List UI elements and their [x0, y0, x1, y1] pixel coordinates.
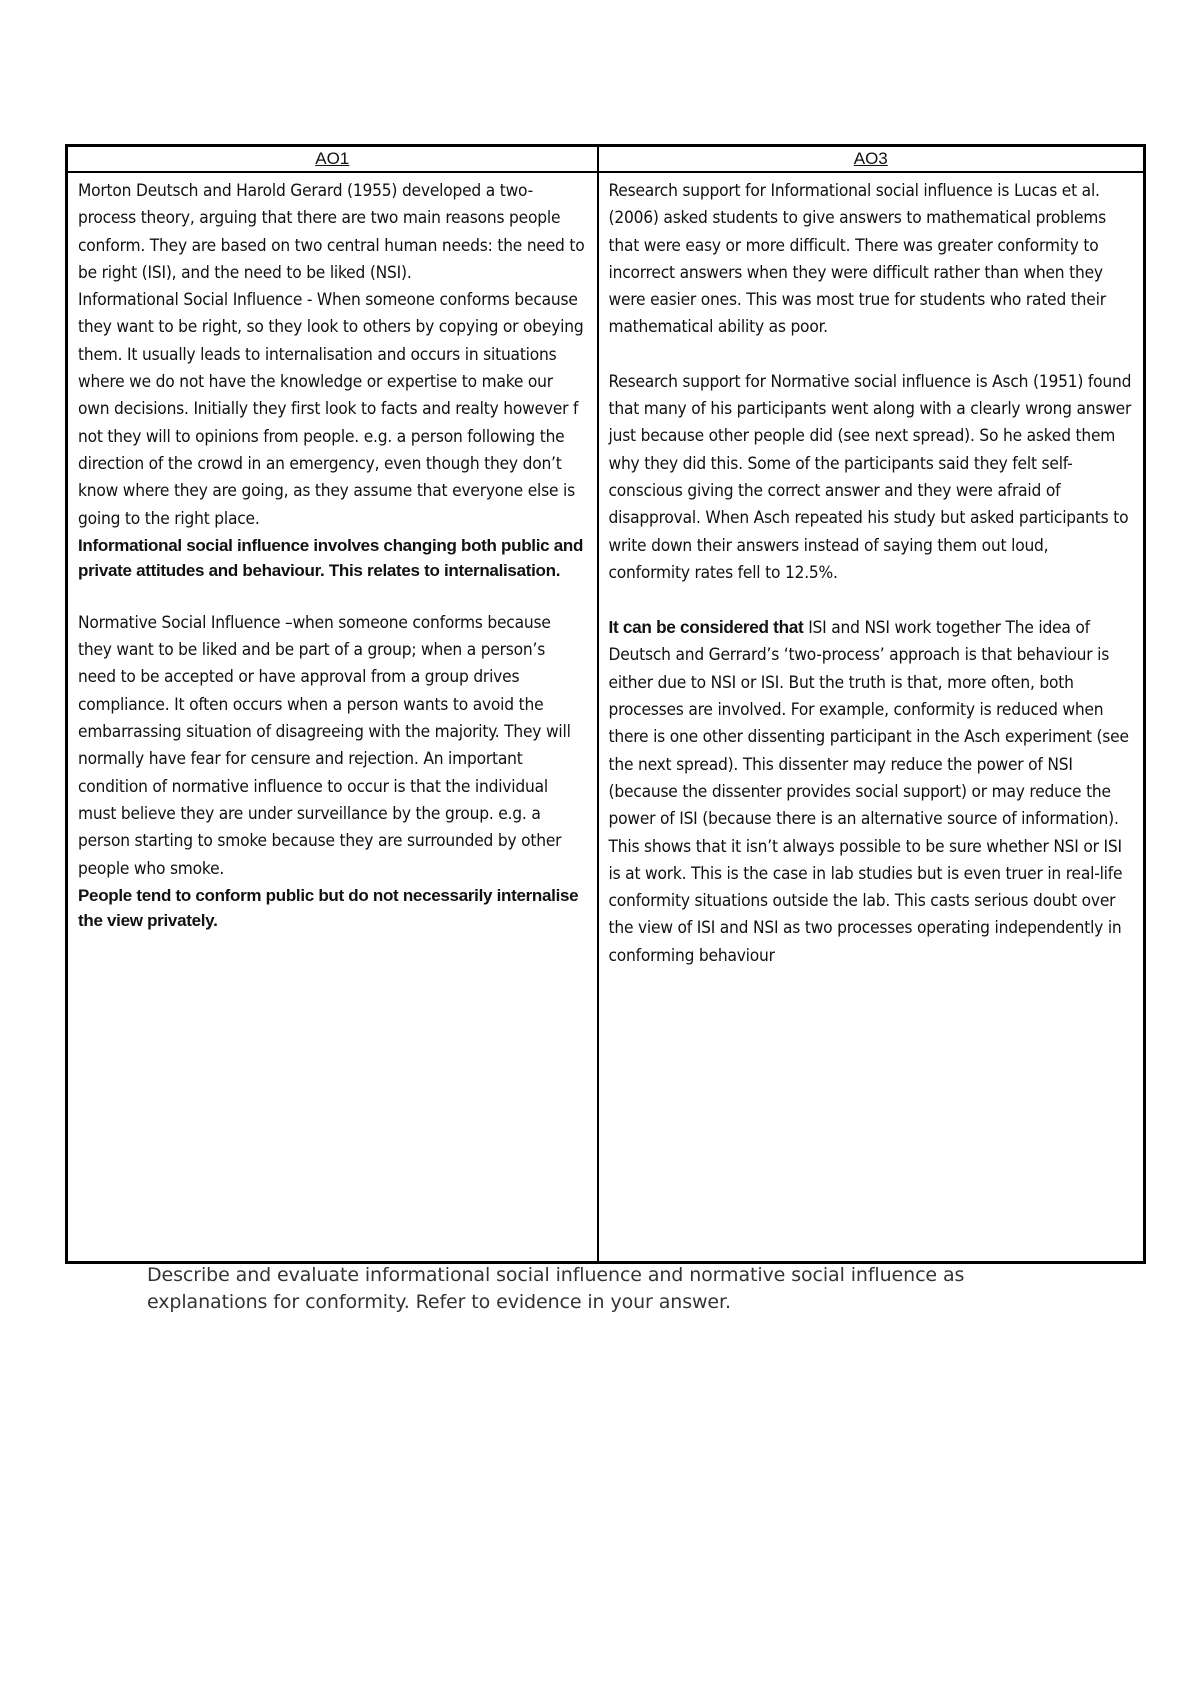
ao3-together-text: ISI and NSI work together The idea of Deutsch and Gerrard’s ‘two-process’ approach is that behaviour is either due to NSI or ISI. But the truth is that, more often, both processes are involved. For example, conformity is reduced when there is one other dissenting participant in the Asch experiment (see the next spread). This dissenter may reduce the power of NSI (because the dissenter provides social support) or may reduce the power of ISI (because there is an alternative source of information). This shows that it isn’t always possible to be sure whether NSI or ISI is at work. This is the case in lab studies but is even truer in real-life conformity situations outside the lab. This casts serious doubt over the view of ISI and NSI as two processes operating independently in conforming behaviour	[608, 618, 1129, 966]
ao3-together-paragraph	[609, 614, 1134, 970]
ao3-header: AO3	[598, 146, 1145, 173]
header-row	[67, 146, 1145, 173]
ao1-cell	[67, 172, 598, 1263]
ao1-isi-summary: Informational social influence involves changing both public and private attitudes and behaviour. This relates to internalisation.	[78, 535, 584, 580]
ao3-cell	[598, 172, 1145, 1263]
ao1-isi-paragraph: Informational Social Influence - When someone conforms because they want to be right, so they look to others by copying or obeying them. It usually leads to internalisation and occurs in situations where we do not have the knowledge or expertise to make our own decisions. Initially they first look to facts and realty however f not they will to opinions from people. e.g. a person following the direction of the crowd in an emergency, even though they don’t know where they are going, as they assume that everyone else is going to the right place.	[78, 290, 584, 529]
ao1-intro-paragraph: Morton Deutsch and Harold Gerard (1955) developed a two-process theory, arguing that there are two main reasons people conform. They are based on two central human needs: the need to be right (ISI), and the need to be liked (NSI).	[78, 181, 585, 283]
content-row	[67, 172, 1145, 1263]
ao3-isi-support-paragraph: Research support for Informational social influence is Lucas et al. (2006) asked students to give answers to mathematical problems that were easy or more difficult. There was greater conformity to incorrect answers when they were difficult rather than when they were easier ones. This was most true for students who rated their mathematical ability as poor.	[608, 181, 1106, 338]
ao1-nsi-summary: People tend to conform public but do not necessarily internalise the view privately.	[78, 885, 579, 930]
essay-question: Describe and evaluate informational social influence and normative social influence as explanations for conformity. Refer to evidence in your answer.	[147, 1264, 965, 1313]
ao-table	[65, 144, 1146, 1264]
ao3-together-lead: It can be considered that	[608, 617, 804, 638]
ao3-nsi-support-paragraph: Research support for Normative social influence is Asch (1951) found that many of his participants went along with a clearly wrong answer just because other people did (see next spread). So he asked them why they did this. Some of the participants said they felt self-conscious giving the correct answer and they were afraid of disapproval. When Asch repeated his study but asked participants to write down their answers instead of saying them out loud, conformity rates fell to 12.5%.	[608, 371, 1132, 583]
ao1-header: AO1	[67, 146, 598, 173]
ao1-nsi-paragraph: Normative Social Influence –when someone conforms because they want to be liked and be part of a group; when a person’s need to be accepted or have approval from a group drives compliance. It often occurs when a person wants to avoid the embarrassing situation of disagreeing with the majority. They will normally have fear for censure and rejection. An important condition of normative influence to occur is that the individual must believe they are under surveillance by the group. e.g. a person starting to smoke because they are surrounded by other people who smoke.	[78, 612, 571, 879]
